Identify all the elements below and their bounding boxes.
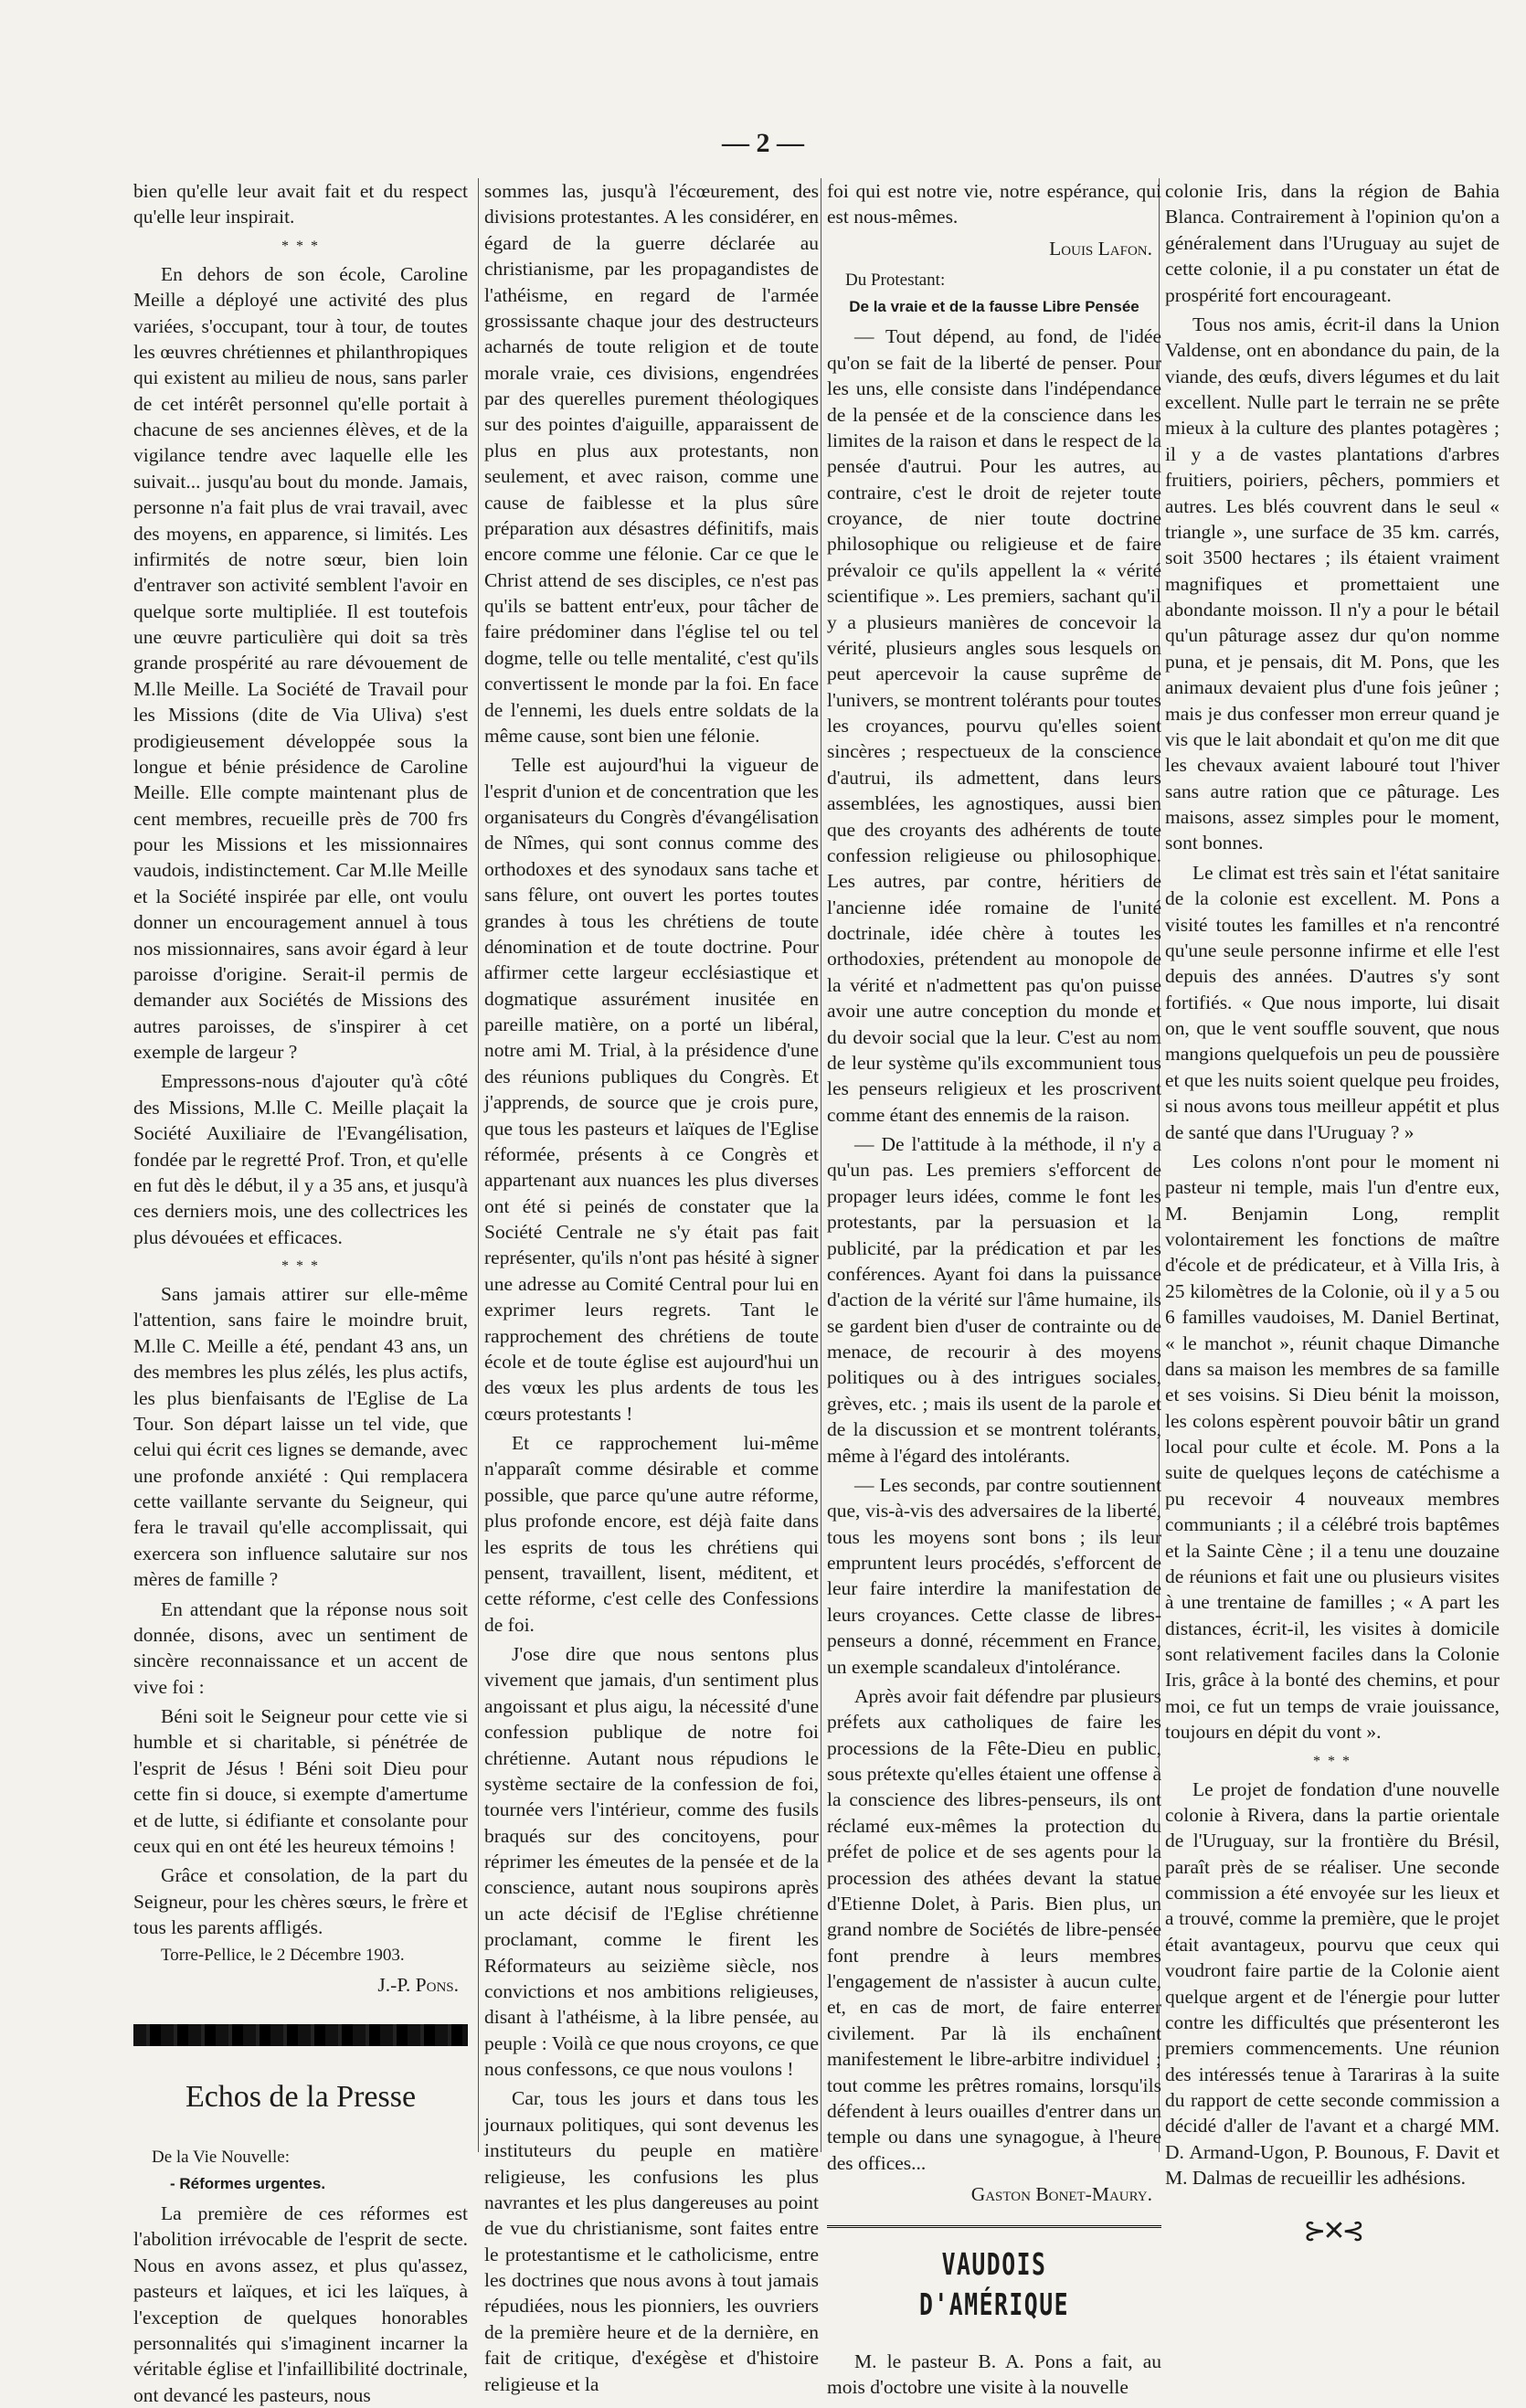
paragraph: En attendant que la réponse nous soit donnée, disons, avec un sentiment de sincère reconnaissance et un accent de vive foi : xyxy=(133,1597,468,1698)
section-title: VAUDOIS D'AMÉRIQUE xyxy=(918,2246,1070,2322)
paragraph: Le projet de fondation d'une nouvelle colonie à Rivera, dans la partie orientale de l'Uruguay, sur la frontière du Brésil, paraît près de se réaliser. Une seconde commission a été envoyée sur les lieux et a trouvé, comme la première, que le projet était avantageux, pourvu que ceux qui voudront faire partie de la Colonie aient quelque argent et de l'énergie pour lutter contre les difficultés que présenteront les premiers commencements. Une réunion des intéressés tenue à Tarariras à la suite du rapport de cette seconde commission a décidé d'aller de l'avant et a chargé MM. D. Armand-Ugon, P. Bounous, F. Davit et M. Dalmas de recueillir les adhésions. xyxy=(1165,1777,1500,2190)
page-number: — 2 — xyxy=(722,128,804,158)
paragraph: Car, tous les jours et dans tous les journaux politiques, qui sont devenus les instituteurs du peuple en matière religieuse, les confusions les plus navrantes et les plus dangereuses au point de vue du christianisme, sont faites entre le protestantisme et le catholicisme, entre les doctrines que nous avons à tout jamais répudiées, nous les pionniers, les ouvriers de la première heure et de la dernière, en fait de critique, d'exégèse et d'histoire religieuse et la xyxy=(484,2087,819,2395)
paragraph: J'ose dire que nous sentons plus vivement que jamais, d'un sentiment plus angoissant et plus aigu, la nécessité d'une confession publique de notre foi chrétienne. Autant nous répudions le système sectaire de la confession de foi, tournée vers l'intérieur, comme des fusils braqués sur des concitoyens, pour réprimer les émeutes de la pensée et de la conscience, autant nous soupirons après un acte décisif de l'Eglise chrétienne proclamant, comme le firent les Réformateurs au seizième siècle, nos convictions et nos ambitions religieuses, disant à l'athéisme, à la libre pensée, au peuple : Voilà ce que nous croyons, ce que nous confessons, ce que nous voulons ! xyxy=(484,1643,819,2080)
decorative-band xyxy=(133,2024,468,2046)
signature: J.-P. Pons. xyxy=(377,1974,459,1997)
paragraph: Sans jamais attirer sur elle-même l'attention, sans faire le moindre bruit, M.lle C. Meille a été, pendant 43 ans, un des membres les plus zélés, les plus actifs, les plus bienfaisants de l'Eglise de La Tour. Son départ laisse un tel vide, que celui qui écrit ces lignes se demande, avec une profonde anxiété : Qui remplacera cette vaillante servante du Seigneur, qui fera le travail qu'elle accomplissait, qui exercera son influence salutaire sur nos mères de famille ? xyxy=(133,1283,468,1591)
paragraph: M. le pasteur B. A. Pons a fait, au mois d'octobre une visite à la nouvelle xyxy=(827,2350,1161,2398)
section-stars: * * * xyxy=(1313,1753,1351,1769)
paragraph: — Les seconds, par contre soutiennent que, vis-à-vis des adversaires de la liberté, tous les moyens sont bons ; ils leur empruntent leurs procédés, s'efforcent de leur faire interdire la manifestation de leurs croyances. Cette classe de libres-penseurs a donné, récemment en France, un exemple scandaleux d'intolérance. xyxy=(827,1473,1161,1678)
ornament-icon: ⊱✕⊰ xyxy=(1303,2215,1362,2246)
paragraph: Le climat est très sain et l'état sanitaire de la colonie est excellent. M. Pons a visité toutes les familles et n'a rencontré qu'une seule personne infirme et elle l'est depuis des années. D'autres s'y sont fortifiés. « Que nous importe, lui disait on, que le vent souffle souvent, que nous mangions quelquefois un peu de poussière et que les nuits soient quelque peu froides, si nous avons tous meilleur appétit et plus de santé que dans l'Uruguay ? » xyxy=(1165,861,1500,1143)
section-stars: * * * xyxy=(281,238,320,254)
source-line: De la Vie Nouvelle: xyxy=(152,2147,290,2167)
paragraph: — Tout dépend, au fond, de l'idée qu'on se fait de la liberté de penser. Pour les uns, elle consiste dans l'indépendance de la pensée et de la conscience dans les limites de la raison et dans le respect de la pensée d'autrui. Pour les autres, au contraire, c'est le droit de rejeter toute croyance, de nier toute doctrine philosophique ou religieuse et de faire prévaloir ce qu'ils appellent la « vérité scientifique ». Les premiers, sachant qu'il y a plusieurs manières de concevoir la vérité, plusieurs angles sous lesquels on peut apercevoir la cause suprême de l'univers, se montrent tolérants pour toutes les croyances, pourvu qu'elles soient sincères ; respectueux de la conscience d'autrui, ils admettent, dans leurs assemblées, les agnostiques, aussi bien que des croyants des adhérents de toute confession religieuse ou philosophique. Les autres, par contre, héritiers de l'ancienne idée romaine de l'unité doctrinale, idée chère à toutes les orthodoxies, prétendent au monopole de la vérité et n'admettent pas qu'on puisse avoir une autre conception du monde et du devoir social que la leur. C'est au nom de leur système qu'ils excommunient tous les penseurs religieux et les proscrivent comme étant des ennemis de la raison. xyxy=(827,325,1161,1126)
column-rule xyxy=(478,178,479,2152)
paragraph: Empressons-nous d'ajouter qu'à côté des Missions, M.lle C. Meille plaçait la Société Auxiliaire de l'Evangélisation, fondée par le regretté Prof. Tron, et qu'elle en fut dès le début, il y a 35 ans, et jusqu'à ces derniers mois, une des collectrices les plus dévouées et efficaces. xyxy=(133,1070,468,1248)
article-subhead: - Réformes urgentes. xyxy=(170,2174,326,2192)
paragraph: bien qu'elle leur avait fait et du respect qu'elle leur inspirait. xyxy=(133,180,468,228)
section-title: Echos de la Presse xyxy=(185,2079,417,2114)
source-line: Du Protestant: xyxy=(845,271,946,291)
paragraph: La première de ces réformes est l'abolition irrévocable de l'esprit de secte. Nous en avons assez, et plus qu'assez, pasteurs et laïques, et ici les laïques, à l'exception de quelques honorables personnalités qui s'imaginent incarner la véritable église et l'infaillibilité doctrinale, ont devancé les pasteurs, nous xyxy=(133,2202,468,2406)
paragraph: Après avoir fait défendre par plusieurs préfets aux catholiques de faire les processions de la Fête-Dieu en public, sous prétexte qu'elles étaient une offense à la conscience des libres-penseurs, ils ont réclamé eux-mêmes la protection du préfet de police et de ses agents pour la procession des athées devant la statue d'Etienne Dolet, à Paris. Bien plus, un grand nombre de Sociétés de libre-pensée font prendre à leurs membres l'engagement de n'assister à aucun culte, et, en cas de mort, de faire enterrer civilement. Par là ils enchaînent manifestement le libre-arbitre individuel ; tout comme les prêtres romains, lorsqu'ils défendent à leurs ouailles d'entrer dans un temple ou dans une synagogue, à l'heure des offices... xyxy=(827,1684,1161,2174)
paragraph: En dehors de son école, Caroline Meille a déployé une activité des plus variées, s'occupant, tour à tour, de toutes les œuvres chrétiennes et philanthropiques qui existent au milieu de nous, sans parler de cet intérêt personnel qu'elle portait à chacune de ses anciennes élèves, et de la vigilance tendre avec laquelle elle les suivait... jusqu'au bout du monde. Jamais, personne n'a fait plus de vrai travail, avec des moyens, en apparence, si limités. Les infirmités de notre sœur, bien loin d'entraver son activité semblent l'avoir en quelque sorte multipliée. Il est toutefois une œuvre particulière qui doit sa très grande prospérité au rare dévouement de M.lle Meille. La Société de Travail pour les Missions (dite de Via Uliva) s'est prodigieusement développée sous la longue et bénie présidence de Caroline Meille. Elle compte maintenant plus de cent membres, recueille près de 700 frs pour les Missions et les missionnaires vaudois, indistinctement. Car M.lle Meille et la Société inspirée par elle, ont voulu donner un encouragement annuel à tous nos missionnaires, sans avoir égard à leur paroisse d'origine. Serait-il permis de demander aux Sociétés de Missions des autres paroisses, de s'inspirer à cet exemple de largeur ? xyxy=(133,262,468,1063)
paragraph: Tous nos amis, écrit-il dans la Union Valdense, ont en abondance du pain, de la viande, des œufs, divers légumes et du lait excellent. Nulle part le terrain ne se prête mieux à la culture des plantes potagères ; il y a de vastes plantations d'arbres fruitiers, poiriers, pêchers, pommiers et autres. Les blés couvrent dans le seul « triangle », une surface de 35 km. carrés, soit 3500 hectares ; ils étaient vraiment magnifiques et promettaient une abondante moisson. Il n'y a pour le bétail qu'un pâturage assez dur qu'on nomme puna, et je pensais, dit M. Pons, que les animaux devaient plus d'une fois jeûner ; mais je dus confesser mon erreur quand je vis que le lait abondait et qu'on me dit que les chevaux avaient labouré tout l'hiver sans autre ration que ce pâturage. Les maisons, assez simples pour le moment, sont bonnes. xyxy=(1165,313,1500,854)
paragraph: Telle est aujourd'hui la vigueur de l'esprit d'union et de concentration que les organisateurs du Congrès d'évangélisation de Nîmes, qui sont connus comme des orthodoxes et des synodaux sans tache et sans fêlure, ont ouvert les portes toutes grandes à tous les chrétiens de toute dénomination et de toute doctrine. Pour affirmer cette largeur ecclésiastique et dogmatique assurément inusitée en pareille matière, on a porté un libéral, notre ami M. Trial, à la présidence d'une des réunions publiques du Congrès. Et j'apprends, de source que je crois pure, que tous les pasteurs et laïques de l'Eglise réformée, présents à ce Congrès et appartenant aux nuances les plus diverses ont été si peinés de constater que la Société Centrale ne s'y était pas fait représenter, qu'ils n'ont pas hésité à signer une adresse au Comité Central pour lui en exprimer leurs regrets. Tant le rapprochement des chrétiens de toute école et de toute église est aujourd'hui un des vœux les plus ardents de tous les cœurs protestants ! xyxy=(484,754,819,1425)
column-2 xyxy=(484,178,819,2395)
column-1 xyxy=(133,178,468,2406)
paragraph: colonie Iris, dans la région de Bahia Blanca. Contrairement à l'opinion qu'on a généralement dans l'Uruguay au sujet de cette colonie, il a pu constater un état de prospérité fort encourageant. xyxy=(1165,180,1500,306)
paragraph: sommes las, jusqu'à l'écœurement, des divisions protestantes. A les considérer, en égard de la guerre déclarée au christianisme, par les propagandistes de l'athéisme, en regard de l'armée grossissante chaque jour des destructeurs acharnés de toute religion et de toute morale vraie, ces divisions, engendrées par des querelles purement théologiques sur des pointes d'aiguille, apparaissent de plus en plus aux protestants, non seulement, et avec raison, comme une cause de faiblesse et la plus sûre préparation aux désastres définitifs, mais encore comme une félonie. Car ce que le Christ attend de ses disciples, ce n'est pas qu'ils se battent entr'eux, pour tâcher de faire prédominer dans l'église tel ou tel dogme, telle ou telle mentalité, c'est qu'ils convertissent le monde par la foi. En face de l'ennemi, les duels entre soldats de la même cause, sont bien une félonie. xyxy=(484,180,819,747)
paragraph: foi qui est notre vie, notre espérance, qui est nous-mêmes. xyxy=(827,180,1161,228)
column-3 xyxy=(827,178,1161,2398)
column-4 xyxy=(1165,178,1500,2280)
paragraph: Et ce rapprochement lui-même n'apparaît comme désirable et comme possible, que parce qu'une autre réforme, plus profonde encore, est déjà faite dans les esprits de tous les chrétiens qui pensent, travaillent, lisent, méditent, et cette réforme, c'est celle des Confessions de foi. xyxy=(484,1432,819,1636)
section-stars: * * * xyxy=(281,1258,320,1274)
signature: Gaston Bonet-Maury. xyxy=(970,2183,1152,2206)
paragraph: — De l'attitude à la méthode, il n'y a qu'un pas. Les premiers s'efforcent de propager leurs idées, comme le font les protestants, par la persuasion et la publicité, par la prédication et par les conférences. Ayant foi dans la puissance d'action de la vérité sur l'âme humaine, ils se gardent bien d'user de contrainte ou de menace, de recourir à des moyens politiques ou à des intrigues sociales, grèves, etc. ; mais ils usent de la parole et de la discussion et se montrent tolérants, même à l'égard des intolérants. xyxy=(827,1133,1161,1467)
signature: Louis Lafon. xyxy=(1049,237,1152,260)
dateline: Torre-Pellice, le 2 Décembre 1903. xyxy=(161,1946,405,1966)
article-subhead: De la vraie et de la fausse Libre Pensée xyxy=(849,298,1139,316)
paragraph: Béni soit le Seigneur pour cette vie si humble et si charitable, si pénétrée de l'esprit de Jésus ! Béni soit Dieu pour cette fin si douce, si exempte d'amertume et de lutte, si édifiante et consolante pour ceux qui en ont été les heureux témoins ! xyxy=(133,1705,468,1857)
paragraph: Les colons n'ont pour le moment ni pasteur ni temple, mais l'un d'entre eux, M. Benjamin Long, remplit volontairement les fonctions de maître d'école et de prédicateur, et à Villa Iris, à 25 kilomètres de la Colonie, où il y a 5 ou 6 familles vaudoises, M. Daniel Bertinat, « le manchot », réunit chaque Dimanche dans sa maison les membres de sa famille et ses voisins. Si Dieu bénit la moisson, les colons espèrent pouvoir bâtir un grand local pour culte et école. M. Pons a la suite de quelques leçons de catéchisme a pu recevoir 4 nouveaux membres communiants ; il a célébré trois baptêmes et la Sainte Cène ; il a tenu une douzaine de réunions et fait une ou plusieurs visites à une trentaine de familles ; « A part les distances, écrit-il, les visites à domicile sont relativement faciles dans la Colonie Iris, grâce à la bonté des chemins, et pour moi, ce fut un temps de vraie jouissance, toujours en dépit du vont ». xyxy=(1165,1150,1500,1744)
paragraph: Grâce et consolation, de la part du Seigneur, pour les chères sœurs, le frère et tous les parents affligés. xyxy=(133,1864,468,1938)
vaudois-section xyxy=(827,2225,1161,2400)
